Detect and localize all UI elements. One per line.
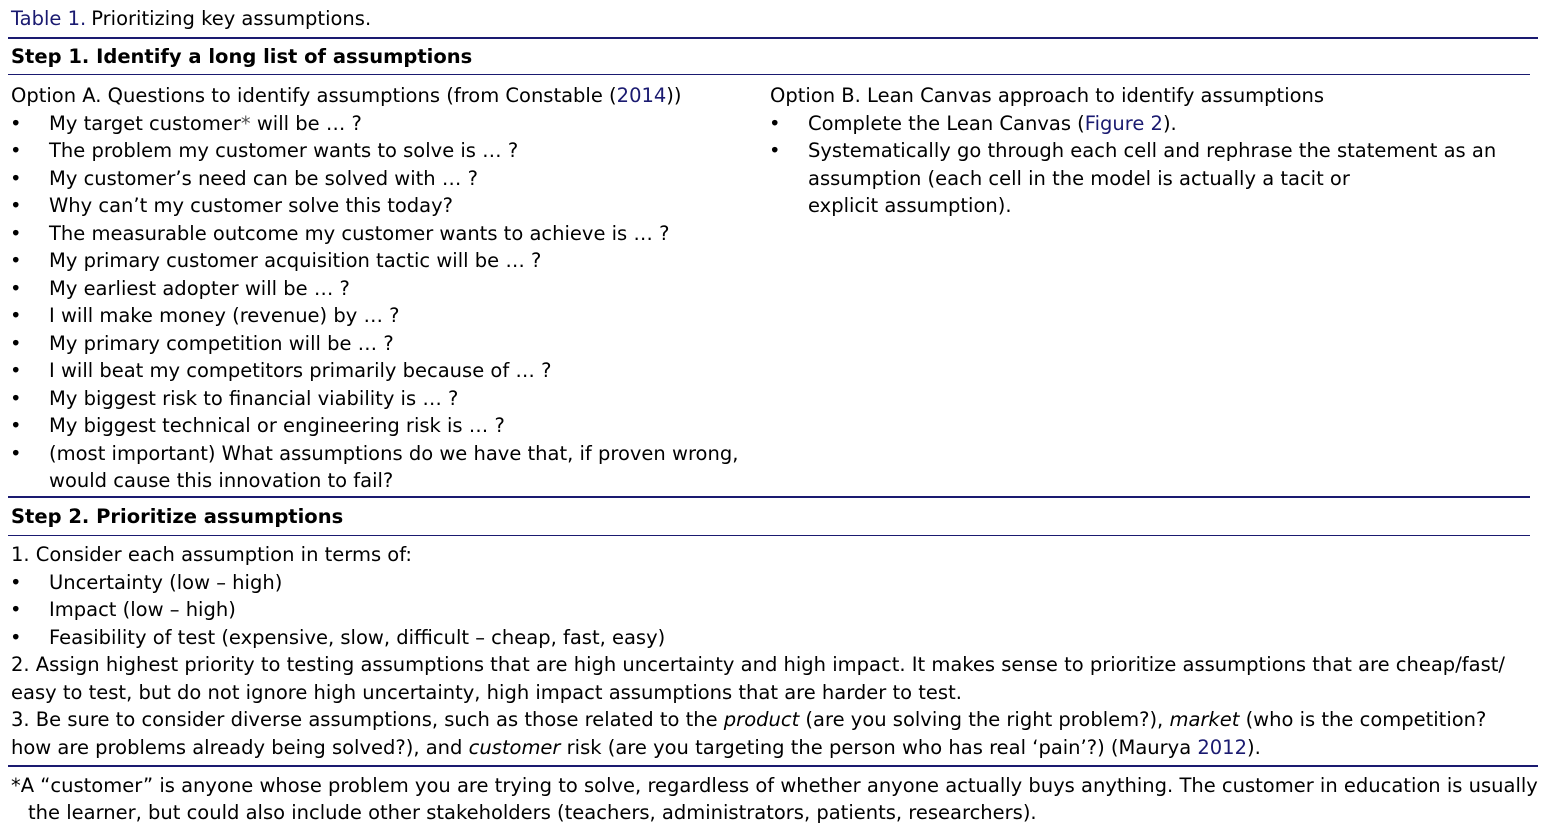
top-rule [8,37,1538,39]
item-text: My target customer [49,111,241,135]
list-item [11,275,761,303]
bullet-icon: • [10,386,22,410]
point2-line2: easy to test, but do not ignore high uncertainty, high impact assumptions that are harder to test. [11,680,962,704]
step2-point1: 1. Consider each assumption in terms of: [11,543,412,566]
bullet-icon: • [769,111,781,135]
bottom-rule [8,765,1538,767]
bullet-icon: • [10,221,22,245]
item-text: The problem my customer wants to solve is … ? [49,139,519,162]
item-text-line2: assumption (each cell in the model is actually a tacit or [808,166,1350,190]
item-text: My primary competition will be … ? [49,331,394,355]
list-item [11,624,1536,652]
item-text: Why can’t my customer solve this today? [49,194,454,217]
item-text-line3: explicit assumption). [808,194,1012,217]
bullet-icon: • [10,570,22,594]
step1-rule [8,74,1530,75]
bullet-icon: • [769,139,781,162]
option-a-heading-text: Option A. Questions to identify assumptions (from Constable ( [11,84,617,107]
item-text-tail: will be … ? [250,111,362,135]
bullet-icon: • [10,414,22,437]
figure-2-link[interactable]: Figure 2 [1084,111,1163,135]
item-text-tail: ). [1162,111,1177,135]
item-text: My customer’s need can be solved with … ? [49,166,478,190]
item-text: Impact (low – high) [49,598,236,621]
list-item [11,110,761,138]
item-text: Uncertainty (low – high) [49,570,283,594]
list-item [11,137,761,165]
bullet-icon: • [10,276,22,300]
option-a-column [11,82,761,495]
list-item [11,596,1536,624]
point3-market: market [1169,708,1240,731]
item-text: My biggest technical or engineering risk is … ? [49,414,505,437]
caption-title: Prioritizing key assumptions. [91,7,372,30]
bullet-icon: • [10,359,22,382]
list-item [11,165,761,193]
point3-customer: customer [468,735,561,759]
list-item [11,385,761,413]
item-text: Systematically go through each cell and rephrase the statement as an [808,139,1497,162]
option-a-list [11,110,761,495]
option-b-heading: Option B. Lean Canvas approach to identify assumptions [770,84,1325,107]
bullet-icon: • [10,304,22,327]
point3-text-c: (who is the competition? [1239,708,1487,731]
list-item [770,137,1530,220]
bullet-icon: • [10,111,22,135]
bullet-icon: • [10,166,22,190]
table-footnote [11,772,1538,826]
item-text: My earliest adopter will be … ? [49,276,350,300]
caption-label: Table 1. [11,7,87,30]
step2-heading: Step 2. Prioritize assumptions [11,505,344,528]
list-item [11,357,761,385]
bullet-icon: • [10,194,22,217]
list-item [11,247,761,275]
footnote-line1: *A “customer” is anyone whose problem you are trying to solve, regardless of whether anyone actually buys anything. The customer in education is usually [11,774,1538,797]
point3-text-f: ). [1247,735,1261,759]
item-text-line2: would cause this innovation to fail? [49,469,394,492]
bullet-icon: • [10,331,22,355]
step1-heading: Step 1. Identify a long list of assumptions [11,45,473,68]
item-text: The measurable outcome my customer wants to achieve is … ? [49,221,670,245]
item-text: My biggest risk to financial viability is … ? [49,386,459,410]
point3-text-a: 3. Be sure to consider diverse assumptions, such as those related to the [11,708,724,731]
point3-text-b: (are you solving the right problem?), [799,708,1170,731]
list-item [11,569,1536,597]
item-text: Feasibility of test (expensive, slow, difficult – cheap, fast, easy) [49,625,666,649]
bullet-icon: • [10,625,22,649]
list-item [11,302,761,330]
point2-line1: 2. Assign highest priority to testing assumptions that are high uncertainty and high impact. It makes sense to prioritize assumptions that are cheap/fast/ [11,653,1505,676]
bullet-icon: • [10,249,22,272]
option-a-heading-close: )) [666,84,682,107]
point3-product: product [723,708,800,731]
option-b-list [770,110,1530,220]
list-item [770,110,1530,138]
step2-point2 [11,651,1536,706]
point3-text-e: risk (are you targeting the person who has real ‘pain’?) (Maurya [560,735,1198,759]
item-text: I will beat my competitors primarily because of … ? [49,359,552,382]
footnote-mark-link[interactable]: * [240,111,251,135]
list-item [11,440,761,495]
maurya-citation-link[interactable]: 2012 [1197,735,1247,759]
bullet-icon: • [10,598,22,621]
option-a-heading [11,82,761,110]
list-item [11,412,761,440]
item-text: (most important) What assumptions do we have that, if proven wrong, [49,441,739,465]
list-item [11,330,761,358]
option-b-column [770,82,1530,220]
list-item [11,192,761,220]
step2-rule [8,535,1530,536]
step2-content [11,541,1536,761]
step2-top-rule [8,496,1530,498]
point3-text-d: how are problems already being solved?), and [11,735,469,759]
list-item [11,220,761,248]
constable-citation-link[interactable]: 2014 [616,84,667,107]
bullet-icon: • [10,441,22,465]
item-text: I will make money (revenue) by … ? [49,304,400,327]
bullet-icon: • [10,139,22,162]
item-text: Complete the Lean Canvas ( [808,111,1085,135]
step2-point3 [11,706,1536,761]
footnote-line2: the learner, but could also include other stakeholders (teachers, administrators, patients, researchers). [28,801,1037,824]
table-caption [11,6,371,32]
item-text: My primary customer acquisition tactic will be … ? [49,249,542,272]
